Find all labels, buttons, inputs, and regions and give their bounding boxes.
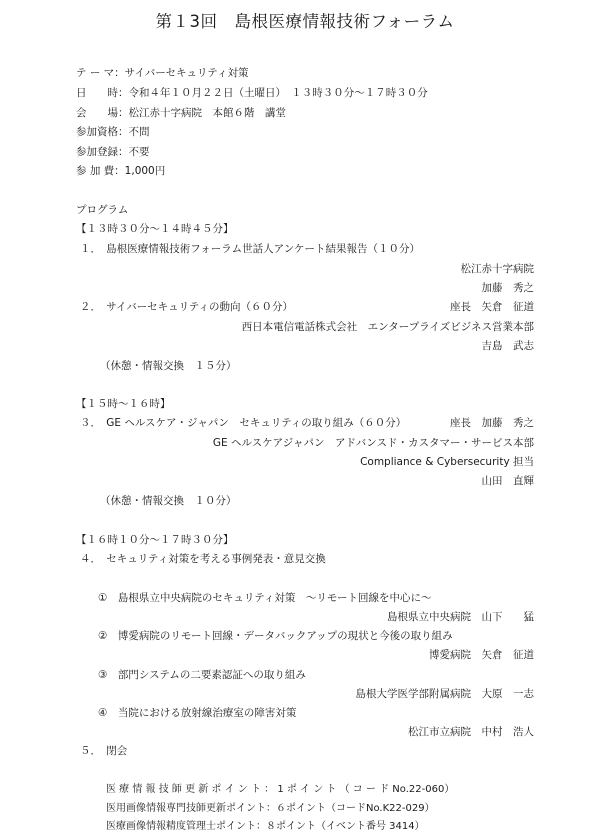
item3-role: Compliance & Cybersecurity 担当 xyxy=(360,456,534,468)
item1-speaker: 加藤 秀之 xyxy=(481,282,534,294)
item3-chair: 座長 加藤 秀之 xyxy=(450,417,534,429)
case-4-presenter: 松江市立病院 中村 浩人 xyxy=(408,726,534,738)
break-1: （休憩・情報交換 １５分） xyxy=(100,360,237,372)
item1-affiliation: 松江赤十字病院 xyxy=(460,263,534,275)
item2-affiliation: 西日本電信電話株式会社 エンタープライズビジネス営業本部 xyxy=(241,321,534,333)
date-line: 日 時：令和４年１０月２２日（土曜日） １３時３０分～１７時３０分 xyxy=(76,87,428,99)
case-2-presenter: 博愛病院 矢倉 征道 xyxy=(429,649,534,661)
case-1-presenter: 島根県立中央病院 山下 猛 xyxy=(387,611,534,623)
points-line-1: 医 療 情 報 技 師 更 新 ポ イ ン ト ： 1 ポ イ ン ト （ コ ー ド No.22-060） xyxy=(106,784,455,795)
program-item-3: ３． GE ヘルスケア・ジャパン セキュリティの取り組み（６０分） xyxy=(80,417,407,429)
theme-line: テ ー マ：サイバーセキュリティ対策 xyxy=(76,67,249,79)
case-2-title: ② 博愛病院のリモート回線・データバックアップの現状と今後の取り組み xyxy=(98,630,453,642)
item2-chair: 座長 矢倉 征道 xyxy=(450,301,534,313)
case-4-title: ④ 当院における放射線治療室の障害対策 xyxy=(98,707,297,719)
break-2: （休憩・情報交換 １０分） xyxy=(100,495,237,507)
case-3-title: ③ 部門システムの二要素認証への取り組み xyxy=(98,669,306,681)
points-line-3: 医療画像情報精度管理士ポイント：８ポイント（イベント番号 3414） xyxy=(106,821,425,832)
venue-line: 会 場：松江赤十字病院 本館６階 講堂 xyxy=(76,107,286,119)
page-title: 第１3回 島根医療情報技術フォーラム xyxy=(155,12,455,31)
item3-affiliation: GE ヘルスケアジャパン アドバンスド・カスタマー・サービス本部 xyxy=(212,437,534,449)
program-item-5: ５． 閉会 xyxy=(80,745,128,757)
program-item-1: １． 島根医療情報技術フォーラム世話人アンケート結果報告（１０分） xyxy=(80,243,420,255)
case-1-title: ① 島根県立中央病院のセキュリティ対策 ～リモート回線を中心に～ xyxy=(98,592,432,604)
registration-line: 参加登録：不要 xyxy=(76,146,150,158)
item3-speaker: 山田 直輝 xyxy=(481,475,534,487)
session3-time: 【１６時１０分～１７時３０分】 xyxy=(76,534,234,546)
item2-speaker: 吉島 武志 xyxy=(481,340,534,352)
points-line-2: 医用画像情報専門技師更新ポイント：６ポイント（コードNo.K22-029） xyxy=(106,803,435,814)
program-item-2: ２． サイバーセキュリティの動向（６０分） xyxy=(80,301,294,313)
session1-time: 【１３時３０分～１４時４５分】 xyxy=(76,223,234,235)
program-item-4: ４． セキュリティ対策を考える事例発表・意見交換 xyxy=(80,553,326,565)
fee-line: 参 加 費：1,000円 xyxy=(76,165,166,177)
session2-time: 【１５時～１６時】 xyxy=(76,398,171,410)
case-3-presenter: 島根大学医学部附属病院 大原 一志 xyxy=(355,688,534,700)
qualification-line: 参加資格：不問 xyxy=(76,126,150,138)
program-heading: プログラム xyxy=(76,204,129,216)
